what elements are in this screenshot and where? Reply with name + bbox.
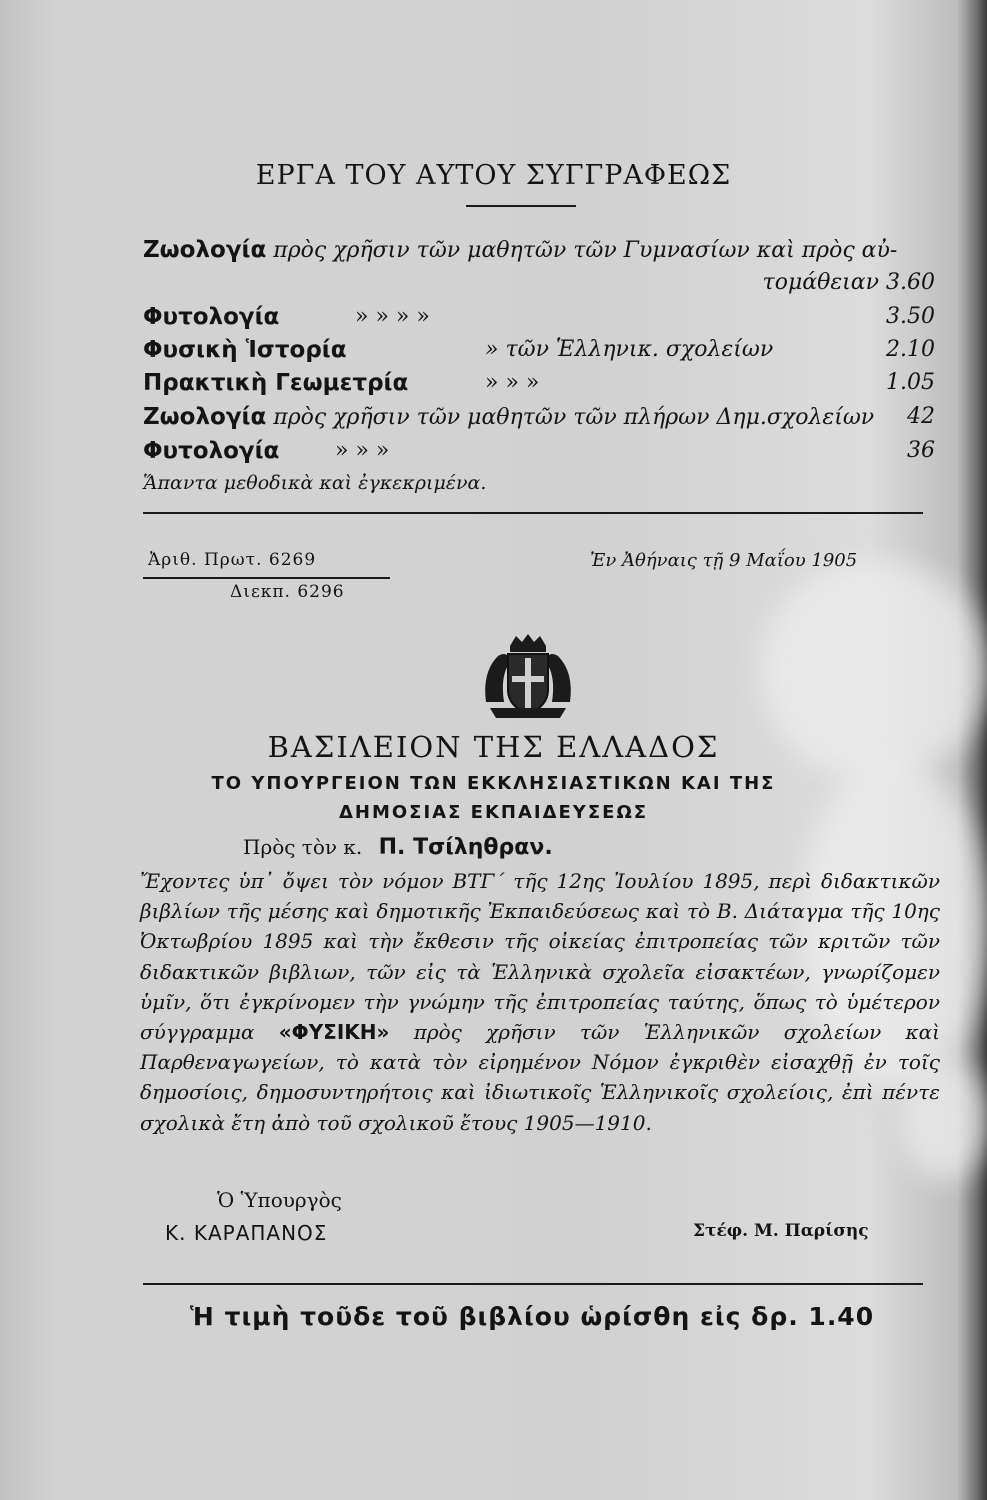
work-description: πρὸς χρῆσιν τῶν μαθητῶν τῶν Γυμνασίων καὶ πρὸς αὐ- (273, 238, 898, 263)
work-price: 1.05 (886, 370, 935, 395)
ministry-title: ΤΟ ΥΠΟΥΡΓΕΙΟΝ ΤΩΝ ΕΚΚΛΗΣΙΑΣΤΙΚΩΝ ΚΑΙ ΤΗΣ (211, 773, 776, 794)
minister-title: Ὁ Ὑπουργὸς (217, 1188, 342, 1212)
work-description: » τῶν Ἑλληνικ. σχολείων (485, 337, 774, 362)
ministry-title: ΔΗΜΟΣΙΑΣ ΕΚΠΑΙΔΕΥΣΕΩΣ (338, 802, 649, 823)
section-rule (143, 512, 923, 514)
dispatch-number: Διεκπ. 6296 (230, 582, 345, 602)
work-title: Φυσικὴ Ἱστορία (143, 337, 347, 363)
date-line: Ἐν Ἀθήναις τῇ 9 Μαΐου 1905 (590, 550, 858, 571)
royal-crest-icon (480, 632, 576, 720)
work-title: Ζωολογία (143, 404, 267, 430)
work-line (143, 237, 897, 263)
kingdom-title: ΒΑΣΙΛΕΙΟΝ ΤΗΣ ΕΛΛΑΔΟΣ (267, 730, 720, 764)
minister-name: Κ. ΚΑΡΑΠΑΝΟΣ (165, 1221, 328, 1245)
decision-text-part: πρὸς χρῆσιν τῶν Ἑλληνικῶν σχολείων καὶ Παρθεναγωγείων, τὸ κατὰ τὸν εἰρημένον Νόμον ἐγκριθὲν εἰσαχθῇ ἐν τοῖς δημοσίοις, δημοσυντηρήτοις καὶ ἰδιωτικοῖς Ἑλληνικοῖς σχολείοις, ἐπὶ πέντε σχολικὰ ἔτη ἀπὸ τοῦ σχολικοῦ ἔτους 1905—1910. (140, 1020, 941, 1135)
work-description: πρὸς χρῆσιν τῶν μαθητῶν τῶν πλήρων Δημ.σχολείων (273, 405, 875, 430)
book-title: «ΦΥΣΙΚΗ» (278, 1020, 390, 1045)
works-heading: ΕΡΓΑ ΤΟΥ ΑΥΤΟΥ ΣΥΓΓΡΑΦΕΩΣ (255, 160, 732, 191)
protocol-number: Ἀριθ. Πρωτ. 6269 (148, 550, 317, 570)
addressee-line (243, 835, 553, 860)
work-price: 42 (907, 404, 935, 429)
addressee-prefix: Πρὸς τὸν κ. (243, 835, 363, 859)
work-line (143, 438, 279, 464)
work-description: » » » (485, 370, 540, 395)
work-line (143, 404, 874, 430)
decision-text (140, 866, 940, 1138)
work-price: 3.50 (886, 304, 935, 329)
work-line (143, 304, 279, 330)
bottom-rule (143, 1283, 923, 1285)
book-price-line: Ἡ τιμὴ τοῦδε τοῦ βιβλίου ὡρίσθη εἰς δρ. 1.40 (190, 1302, 875, 1331)
work-line (620, 270, 935, 295)
work-price: 2.10 (886, 337, 935, 362)
work-title: Φυτολογία (143, 438, 280, 464)
protocol-rule (143, 577, 390, 579)
decision-text-part: Ἔχοντες ὑπ᾽ ὄψει τὸν νόμον ΒΤΓ΄ τῆς 12ης Ἰουλίου 1895, περὶ διδακτικῶν βιβλίων τῆς μέσης καὶ δημοτικῆς Ἐκπαιδεύσεως καὶ τὸ Β. Διάταγμα τῆς 10ης Ὀκτωβρίου 1895 καὶ τὴν ἔκθεσιν τῆς οἰκείας ἐπιτροπείας τῶν κριτῶν τῶν διδακτικῶν βιβλιων, τῶν εἰς τὰ Ἑλληνικὰ σχολεῖα εἰσακτέων, γνωρίζομεν ὑμῖν, ὅτι ἐγκρίνομεν τὴν γνώμην τῆς ἐπιτροπείας ταύτης, ὅπως τὸ ὑμέτερον σύγγραμμα (140, 869, 940, 1045)
work-title: Ζωολογία (143, 237, 267, 263)
work-price: 3.60 (886, 270, 935, 295)
work-line (143, 370, 408, 396)
work-title: Πρακτικὴ Γεωμετρία (143, 370, 409, 396)
printer-name: Στέφ. Μ. Παρίσης (693, 1221, 869, 1241)
work-title: Φυτολογία (143, 304, 280, 330)
heading-rule (466, 205, 576, 207)
work-description: τομάθειαν (762, 270, 880, 295)
work-line (143, 337, 347, 363)
addressee-name: Π. Τσίληθραν. (378, 835, 553, 860)
work-price: 36 (907, 438, 935, 463)
works-note: Ἅπαντα μεθοδικὰ καὶ ἐγκεκριμένα. (143, 472, 487, 494)
work-description: » » » » (355, 304, 430, 329)
work-description: » » » (335, 438, 390, 463)
